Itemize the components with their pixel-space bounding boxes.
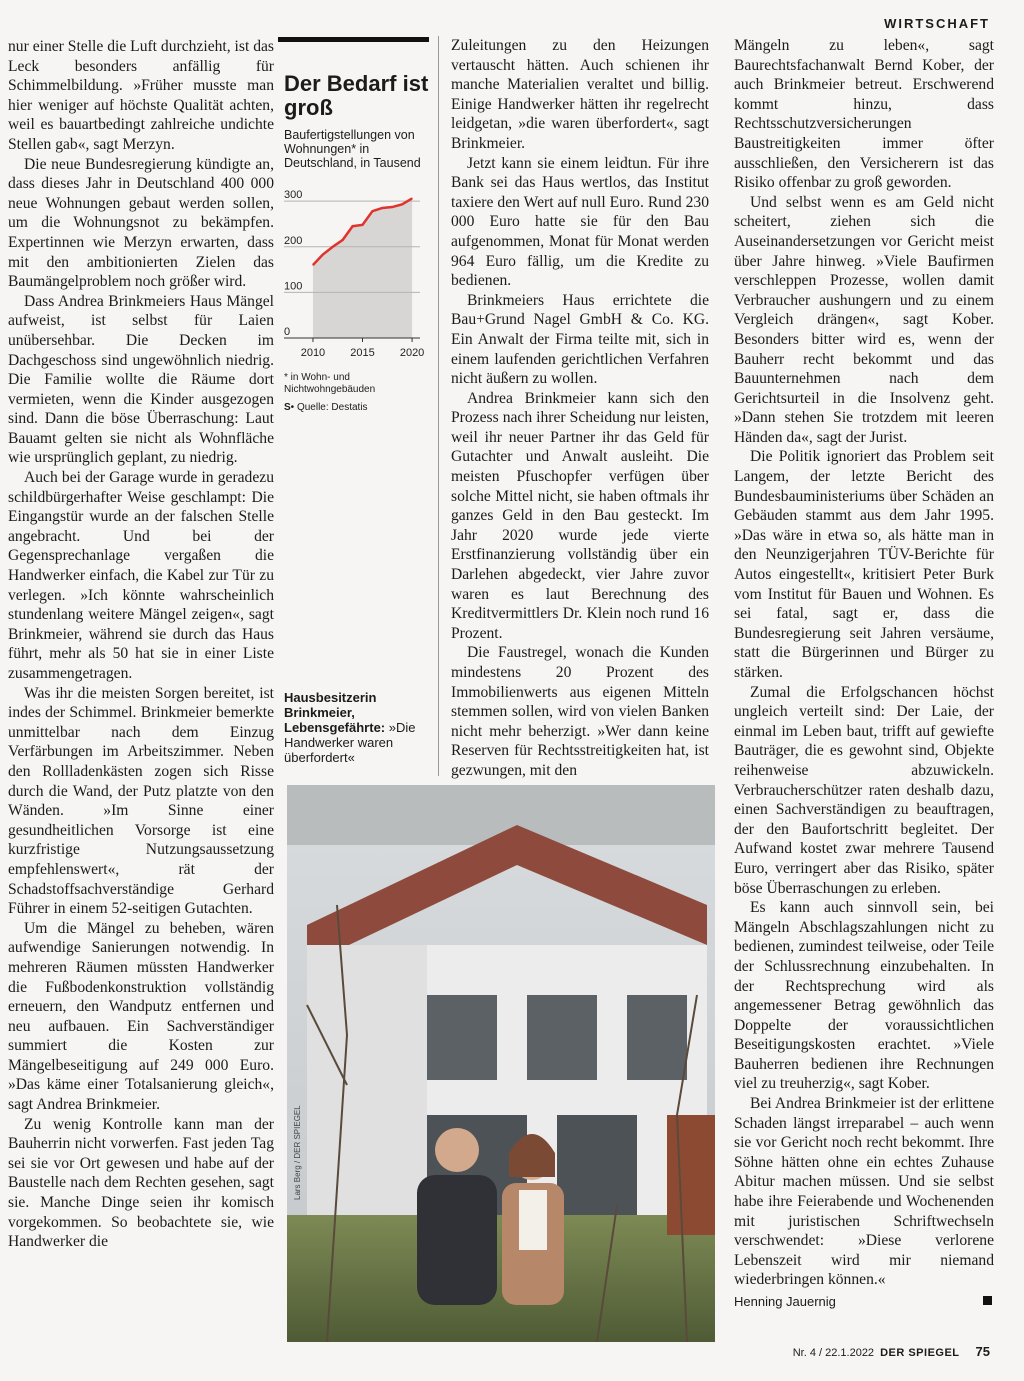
data-point	[382, 207, 383, 208]
chart-plot	[280, 178, 426, 366]
house-photo	[287, 785, 715, 1342]
paragraph: Andrea Brinkmeier kann sich den Prozess nach ihrer Scheidung nur leisten, weil ihr neuer Partner ihr das Geld für Gutachter und Anwalt ausleiht. Die meisten Pfuschopfer verfügen über solche Mittel nicht, sie haben oftmals ihr ganzes Geld in den Bau gesteckt. Im Jahr 2020 wurde jede vierte Erstfinanzierung vollständig über ein Darlehen abgedeckt, vier Jahre zuvor waren es laut Berechnung des Kreditvermittlers Dr. Klein noch rund 16 Prozent.	[451, 389, 709, 642]
issue-date: Nr. 4 / 22.1.2022	[792, 1347, 875, 1359]
x-tick-label: 2010	[300, 347, 326, 359]
paragraph: Zuleitungen zu den Heizungen vertauscht hätten. Auch schienen ihr manche Materialien veraltet und billig. Einige Handwerker hätten ihr regelrecht leidgetan, »die waren überfordert«, sagt Brinkmeier.	[451, 37, 709, 152]
paragraph: Auch bei der Garage wurde in geradezu schildbürgerhafter Weise geschlampt: Die Eingangstür wurde an der falschen Stelle angebracht. Und bei der Gegensprechanlage vergaßen die Handwerker einfach, die Kabel zur Tür zu verlegen. »Ich könnte wahrscheinlich stundenlang weitere Mängel zeigen«, sagt Brinkmeier, während sie durch das Haus führt, mehr als 50 hat sie in einer Liste zusammengetragen.	[8, 469, 274, 682]
paragraph: Bei Andrea Brinkmeier ist der erlittene Schaden längst irreparabel – auch wenn sie vor Gericht noch recht bekommt. Ihre Söhne hätten ohne ein echtes Zuhause Abitur machen müssen. Und sie selbst habe ihre Feierabende und Wochenenden mit juristischen Schriftwechseln verschwendet: »Diese verlorene Lebenszeit wird mir niemand wiederbringen können.«	[734, 1095, 994, 1289]
paragraph: Die Faustregel, wonach die Kunden mindestens 20 Prozent des Immobilienwerts aus eigenen Mitteln stemmen sollen, wird von vielen Banken nicht mehr beherzigt. »Wer dann keine Reserven für Rechtsstreitigkeiten hat, ist gezwungen, mit den	[451, 644, 709, 779]
y-tick-label: 0	[284, 326, 291, 338]
data-point	[352, 226, 353, 227]
article-column-4	[734, 36, 994, 1326]
paragraph: Es kann auch sinnvoll sein, bei Mängeln Abschlagszahlungen nicht zu bedienen, zumindest teilweise, oder Teile der Schlussrechnung einzubehalten. In der Rechtsprechung wird als angemessener Betrag gewöhnlich das Doppelte der voraussichtlichen Beseitigungskosten erachtet. »Viele Bauherren bedienen ihre Rechnungen viel zu treuherzig«, sagt Kober.	[734, 899, 994, 1093]
page-footer	[793, 1344, 990, 1359]
data-point	[402, 204, 403, 205]
chart-title: Der Bedarf ist groß	[284, 71, 429, 120]
chart-footnote: * in Wohn- und Nichtwohngebäuden	[284, 372, 376, 395]
caption-bold: Hausbesitzerin Brinkmeier, Lebensgefährte:	[284, 690, 386, 735]
paragraph: Die Politik ignoriert das Problem seit Langem, der letzte Bericht des Bundesbauministeriums über Schäden an Gebäuden stammt aus dem Jahr 1995. »Das wäre in etwa so, als hätte man in den Neunzigerjahren TÜV-Berichte für Autos eingestellt«, kritisiert Peter Burk vom Institut für Bauen und Wohnen. Es sei fatal, sagt er, dass die Bundesregierung seit Jahren versäume, statt die Bürgerinnen und Bürger zu stärken.	[734, 448, 994, 681]
photo-caption	[284, 690, 434, 765]
paragraph: Was ihr die meisten Sorgen bereitet, ist indes der Schimmel. Brinkmeier bemerkte unmittelbar nach dem Einzug Verfärbungen im Arbeitszimmer. Neben den Rollladenkästen zogen sich Risse durch die Wand, der Putz platzte von den Wänden. »Im Sinne einer gesundheitlichen Vorsorge ist eine kurzfristige Nutzungsaussetzung empfehlenswert«, rät der Schadstoffsachverständige Gerhard Führer in einem 52-seitigen Gutachten.	[8, 684, 274, 918]
author-line	[734, 1292, 994, 1312]
data-point	[372, 211, 373, 212]
data-point	[312, 264, 313, 265]
chart-area	[313, 198, 412, 338]
section-label: WIRTSCHAFT	[884, 16, 990, 31]
paragraph: Und selbst wenn es am Geld nicht scheitert, ziehen sich die Auseinandersetzungen vor Gericht meist über Jahre hinweg. »Viele Baufirmen verschleppen Prozesse, wollen damit Verbraucher aushungern und zu einem Vergleich drängen«, sagt Kober. Besonders bitter wird es, wenn der Bauherr recht bekommt und das Bauunternehmen nach dem Gerichtsurteil in die Insolvenz geht. »Dann stehen Sie trotzdem mit leeren Händen da«, sagt der Jurist.	[734, 193, 994, 446]
paragraph: nur einer Stelle die Luft durchzieht, ist das Leck besonders anfällig für Schimmelbildung. »Früher musste man hier weniger auf höchste Qualität achten, weil es bauartbedingt zahlreiche undichte Stellen gab«, sagt Merzyn.	[8, 38, 274, 153]
chart-subtitle: Baufertigstellungen von Wohnungen* in Deutschland, in Tausend	[284, 128, 421, 170]
end-mark-icon	[983, 1296, 992, 1305]
paragraph: Um die Mängel zu beheben, wären aufwendige Sanierungen notwendig. In mehreren Räumen müssten Handwerker die Fußbodenkonstruktion vollständig erneuern, den Wandputz entfernen und neu aufbauen. Ein Sachverständiger summiert die Kosten zur Mängelbeseitigung auf 249 000 Euro. »Das käme einer Totalsanierung gleich«, sagt Andrea Brinkmeier.	[8, 919, 274, 1114]
chart-top-rule	[278, 37, 429, 42]
paragraph: Dass Andrea Brinkmeiers Haus Mängel aufweist, ist selbst für Laien unübersehbar. Die Decken im Dachgeschoss sind ungewöhnlich niedrig. Die Familie wollte die Räume dort vermieten, wenn die Kinder ausgezogen sind. Dann die böse Überraschung: Laut Bauamt gelten sie nicht als Wohnfläche wie ursprünglich geplant, zu niedrig.	[8, 292, 274, 467]
x-tick-label: 2020	[399, 347, 425, 359]
magazine-name: DER SPIEGEL	[880, 1347, 960, 1359]
paragraph: Zumal die Erfolgschancen höchst ungleich verteilt sind: Der Laie, der einmal im Leben baut, trifft auf gewiefte Bauträger, die es gewohnt sind, Objekte reihenweise abzuwickeln. Verbraucherschützer raten deshalb dazu, einen Sachverständigen zu beauftragen, der den Baufortschritt begleitet. Der Aufwand kostet zwar mehrere Tausend Euro, verringert aber das Risiko, später böse Überraschungen zu erleben.	[734, 683, 994, 897]
paragraph: Die neue Bundesregierung kündigte an, dass dieses Jahr in Deutschland 400 000 neue Wohnungen gebaut werden sollen, um die Wohnungsnot zu bekämpfen. Expertinnen wie Merzyn erwarten, dass mit den ambitionierten Zielen das Baumängelproblem noch größer wird.	[8, 155, 274, 291]
article-column-1	[8, 37, 274, 1367]
data-point	[342, 239, 343, 240]
column-divider	[438, 36, 439, 776]
author-name: Henning Jauernig	[734, 1294, 836, 1309]
chart-box	[276, 37, 429, 413]
y-tick-label: 200	[284, 234, 303, 247]
y-tick-label: 300	[284, 189, 303, 202]
paragraph: Zu wenig Kontrolle kann man der Bauherrin nicht vorwerfen. Fast jeden Tag sei sie vor Ort gewesen und habe auf der Baustelle nach dem Rechten gesehen, sagt sie. Manche Dinge seien ihr komisch vorgekommen. So beobachtete sie, wie Handwerker die	[8, 1115, 274, 1251]
article-column-3	[451, 36, 709, 784]
caption-text: »Die Handwerker waren überfordert«	[284, 720, 416, 765]
chart-source-text: • Quelle: Destatis	[290, 402, 368, 413]
paragraph: Jetzt kann sie einem leidtun. Für ihre Bank sei das Haus wertlos, das Institut taxiere den Wert auf null Euro. Rund 230 000 Euro hatte sie für den Bau aufgenommen, Monat für Monat werden 964 Euro fällig, um die Kredite zu bedienen.	[451, 154, 709, 290]
paragraph: Mängeln zu leben«, sagt Baurechtsfachanwalt Bernd Kober, der auch Brinkmeier betreut. Erschwerend kommt hinzu, dass Rechtsschutzversicherungen Baustreitigkeiten immer öfter ausschließen, den Versicherern ist das Risiko offenbar zu groß geworden.	[734, 37, 994, 192]
y-tick-label: 100	[284, 280, 303, 293]
x-tick-label: 2015	[350, 347, 375, 359]
data-point	[411, 198, 412, 199]
data-point	[392, 206, 393, 207]
page-number: 75	[975, 1344, 990, 1359]
spiegel-logo-letter: S	[284, 402, 291, 413]
data-point	[322, 254, 323, 255]
photo-illustration	[287, 785, 715, 1342]
photo-credit: Lars Berg / DER SPIEGEL	[293, 1105, 302, 1200]
data-point	[362, 224, 363, 225]
paragraph: Brinkmeiers Haus errichtete die Bau+Grund Nagel GmbH & Co. KG. Ein Anwalt der Firma teilte mit, sich in einem laufenden gerichtlichen Verfahren nicht äußern zu wollen.	[451, 291, 709, 388]
chart-source	[284, 402, 429, 413]
data-point	[332, 246, 333, 247]
